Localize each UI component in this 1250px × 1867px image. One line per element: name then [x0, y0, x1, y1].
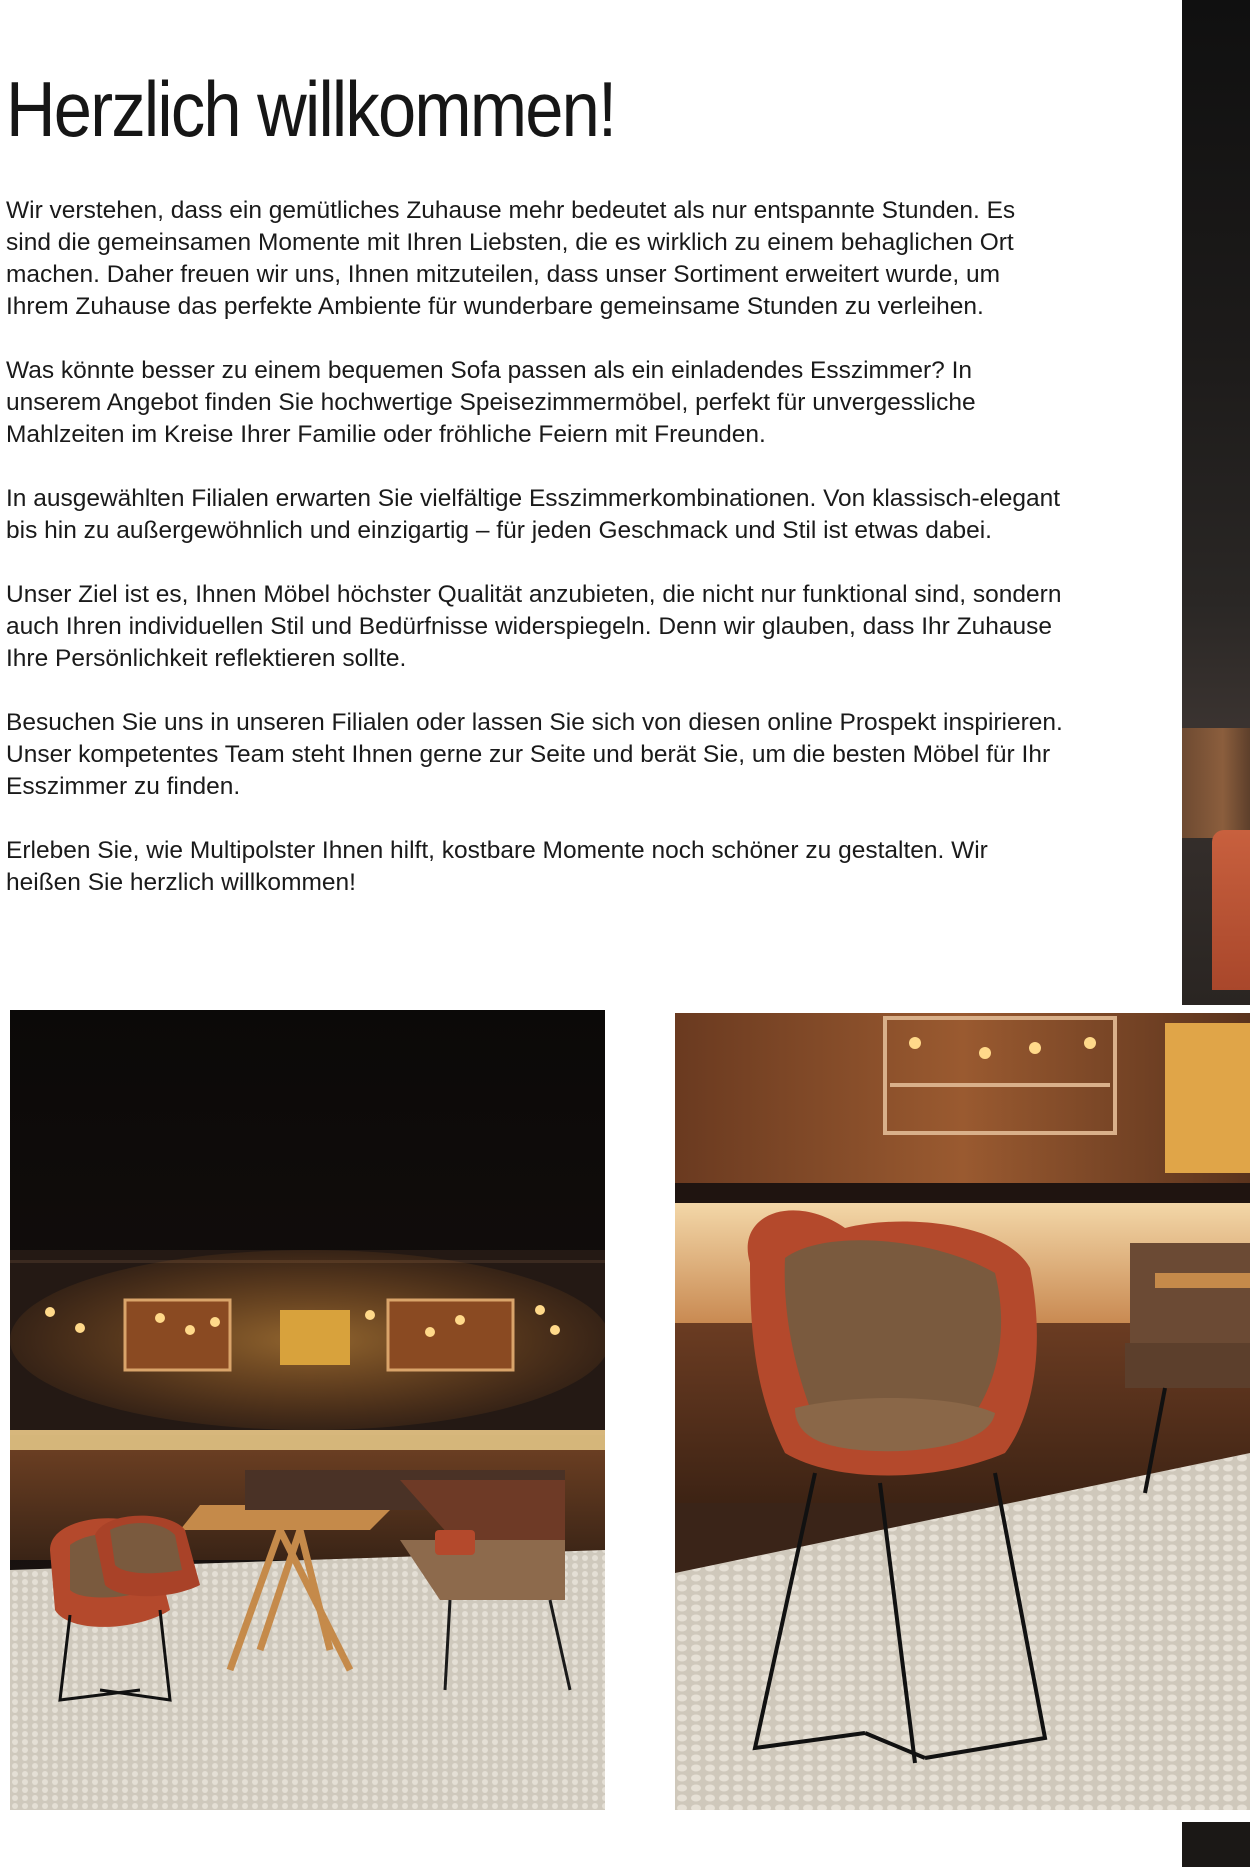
ledge: [675, 1183, 1250, 1203]
dining-room-photo: [10, 1010, 605, 1810]
wall-art: [280, 1310, 350, 1365]
side-strip-chair: [1212, 830, 1250, 990]
chair-closeup-illustration: [675, 1013, 1250, 1810]
table-edge: [1155, 1273, 1250, 1288]
wall-shelf: [125, 1300, 230, 1370]
rug: [675, 1453, 1250, 1810]
light-strip: [10, 1430, 605, 1450]
intro-text: [6, 195, 1066, 931]
cushion: [435, 1530, 475, 1555]
paragraph: Unser Ziel ist es, Ihnen Möbel höchster Qualität anzubieten, die nicht nur funktional sind, sondern auch Ihren individuellen Stil und Bedürfnisse widerspiegeln. Denn wir glauben, dass Ihr Zuhause Ihre Persönlichkeit reflektieren sollte.: [6, 581, 1062, 672]
bench-seat: [1125, 1343, 1250, 1388]
upper-wall: [675, 1013, 1250, 1183]
armchair: [748, 1210, 1037, 1475]
paragraph: Was könnte besser zu einem bequemen Sofa passen als ein einladendes Esszimmer? In unserem Angebot finden Sie hochwertige Speisezimmermöbel, perfekt für unvergessliche Mahlzeiten im Kreise Ihrer Familie oder fröhliche Feiern mit Freunden.: [6, 357, 976, 448]
wall-art: [1165, 1023, 1250, 1173]
paragraph: Wir verstehen, dass ein gemütliches Zuhause mehr bedeutet als nur entspannte Stunden. Es sind die gemeinsamen Momente mit Ihren Liebsten, die es wirklich zu einem behaglichen Ort machen. Daher freuen wir uns, Ihnen mitzuteilen, dass unser Sortiment erweitert wurde, um Ihrem Zuhause das perfekte Ambiente für wunderbare gemeinsame Stunden zu verleihen.: [6, 197, 1016, 320]
paragraph: Erleben Sie, wie Multipolster Ihnen hilft, kostbare Momente noch schöner zu gestalten. Wir heißen Sie herzlich willkommen!: [6, 837, 988, 896]
side-photo-strip: [1182, 0, 1250, 1005]
side-photo-strip-bottom: [1182, 1822, 1250, 1867]
dining-room-illustration: [10, 1010, 605, 1810]
side-strip-wood: [1182, 728, 1250, 838]
page-title: Herzlich willkommen!: [6, 65, 616, 153]
wall-shelf: [388, 1300, 513, 1370]
chair-closeup-photo: [675, 1013, 1250, 1810]
paragraph: Besuchen Sie uns in unseren Filialen oder lassen Sie sich von diesen online Prospekt inspirieren. Unser kompetentes Team steht Ihnen gerne zur Seite und berät Sie, um die besten Möbel für Ihr Esszimmer zu finden.: [6, 709, 1063, 800]
paragraph: In ausgewählten Filialen erwarten Sie vielfältige Esszimmerkombinationen. Von klassisch-elegant bis hin zu außergewöhnlich und einzigartig – für jeden Geschmack und Stil ist etwas dabei.: [6, 485, 1061, 544]
